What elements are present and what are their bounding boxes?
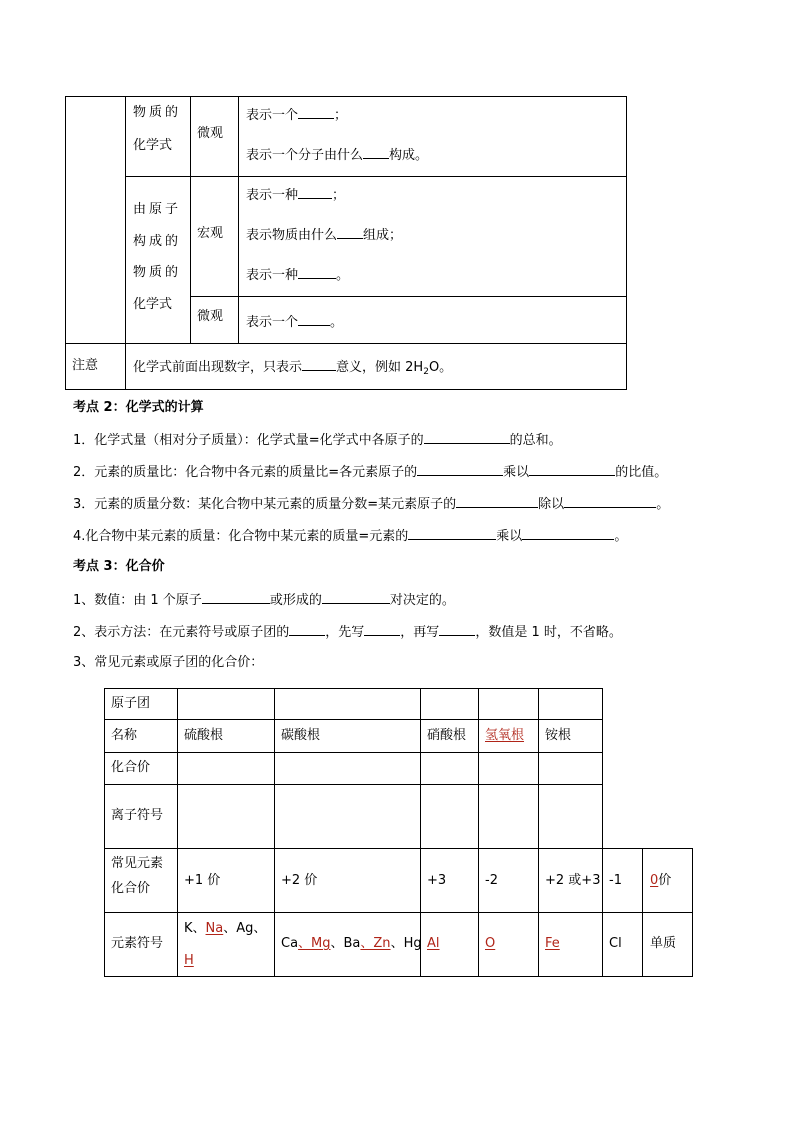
macro-row-1: 表示一种 ； xyxy=(246,188,346,203)
point3-line-1: 1、数值：由 1 个原子 或形成的 对决定的。 xyxy=(73,593,455,608)
point2-line-3: 3．元素的质量分数：某化合物中某元素的质量分数=某元素原子的 除以 。 xyxy=(73,497,670,512)
name-hydroxide: 氢氧根 xyxy=(485,728,525,743)
row-label-group: 原子团 xyxy=(111,696,151,711)
chem-formula-label-2: 化学式 xyxy=(133,138,173,153)
atomic-formula-label-4: 化学式 xyxy=(133,297,173,312)
atomic-formula-label-3: 物质的 xyxy=(133,265,182,280)
point3-line-3: 3、常见元素或原子团的化合价： xyxy=(73,655,264,670)
name-sulfate: 硫酸根 xyxy=(184,728,224,743)
symbol-fe: Fe xyxy=(545,936,560,951)
symbols-plus1-line2: H xyxy=(184,953,194,968)
symbol-single-substance: 单质 xyxy=(650,936,677,951)
point3-line-2: 2、表示方法：在元素符号或原子团的 ，先写 ，再写 ，数值是 1 时，不省略。 xyxy=(73,625,622,640)
micro-row-2: 表示一个分子由什么 构成。 xyxy=(246,148,429,163)
atomic-formula-label-2: 构成的 xyxy=(133,234,182,249)
valence-minus2: -2 xyxy=(485,873,498,888)
point3-title: 考点 3：化合价 xyxy=(73,559,165,574)
row-label-ion: 离子符号 xyxy=(111,808,164,823)
point2-line-4: 4.化合物中某元素的质量：化合物中某元素的质量=元素的 乘以 。 xyxy=(73,529,628,544)
micro-row-1: 表示一个 ； xyxy=(246,108,348,123)
name-nitrate: 硝酸根 xyxy=(427,728,467,743)
valence-minus1: -1 xyxy=(609,873,622,888)
symbols-plus2: Ca、Mg、Ba、Zn、Hg xyxy=(281,936,422,951)
name-carbonate: 碳酸根 xyxy=(281,728,321,743)
name-ammonium: 铵根 xyxy=(545,728,572,743)
row-label-common-2: 化合价 xyxy=(111,881,151,896)
chem-formula-label-1: 物质的 xyxy=(133,105,182,120)
point2-line-1: 1．化学式量（相对分子质量）：化学式量=化学式中各原子的 的总和。 xyxy=(73,433,562,448)
valence-plus2: +2 价 xyxy=(281,873,318,888)
macro-label: 宏观 xyxy=(197,226,224,241)
valence-plus3: +3 xyxy=(427,873,447,888)
macro-row-3: 表示一种 。 xyxy=(246,268,350,283)
macro-row-2: 表示物质由什么 组成； xyxy=(246,228,403,243)
symbols-plus1-line1: K、Na、Ag、 xyxy=(184,921,267,936)
symbol-cl: Cl xyxy=(609,936,622,951)
row-label-valence: 化合价 xyxy=(111,760,151,775)
notice-text: 化学式前面出现数字，只表示 意义，例如 $2H_2O$。 xyxy=(133,360,453,377)
row-label-common-1: 常见元素 xyxy=(111,856,164,871)
valence-plus1: +1 价 xyxy=(184,873,221,888)
micro-label-2: 微观 xyxy=(197,309,224,324)
symbol-o: O xyxy=(485,936,496,951)
micro-label-1: 微观 xyxy=(197,126,224,141)
point2-title: 考点 2：化学式的计算 xyxy=(73,400,204,415)
atomic-formula-label-1: 由原子 xyxy=(133,202,182,217)
row-label-name: 名称 xyxy=(111,728,138,743)
point2-line-2: 2．元素的质量比：化合物中各元素的质量比=各元素原子的 乘以 的比值。 xyxy=(73,465,668,480)
symbol-al: Al xyxy=(427,936,440,951)
micro-row-3: 表示一个 。 xyxy=(246,315,344,330)
valence-plus2-or-3: +2 或+3 xyxy=(545,873,601,888)
row-label-symbol: 元素符号 xyxy=(111,936,164,951)
valence-zero: 0价 xyxy=(650,873,672,888)
notice-label: 注意 xyxy=(72,358,99,373)
